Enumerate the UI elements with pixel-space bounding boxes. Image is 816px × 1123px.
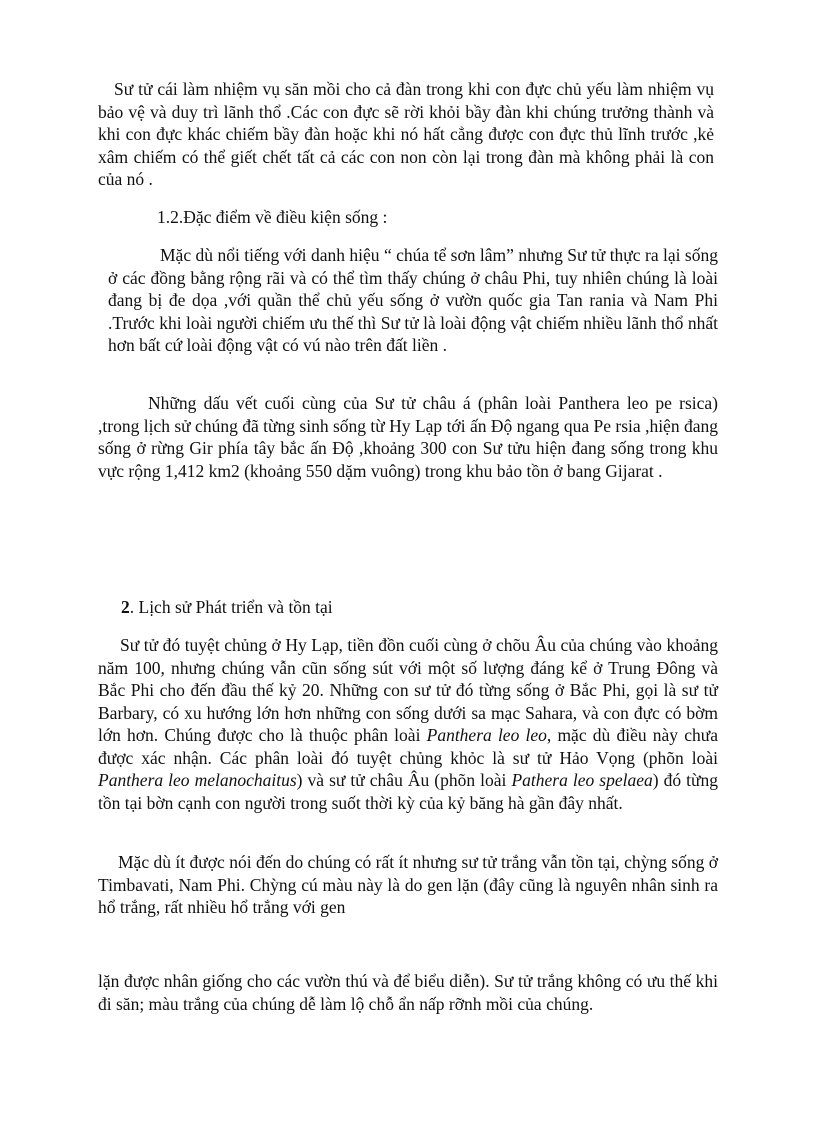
species-name-leo-leo: Panthera leo leo [426,725,547,745]
history-text-3: ) và sư tử châu Âu (phõn loài [296,770,512,790]
species-name-spelaea: Pathera leo spelaea [511,770,653,790]
species-name-melanochaitus: Panthera leo melanochaitus [98,770,297,790]
paragraph-asiatic-lion: Những dấu vết cuối cùng của Sư tử châu á (phân loài Panthera leo pe rsica) ,trong lịch sử chúng đã từng sinh sống từ Hy Lạp tới ấn Độ ngang qua Pe rsia ,hiện đang sống ở rừng Gir phía tây bắc ấn Độ ,khoảng 300 con Sư tửu hiện đang sống trong khu vực rộng 1,412 km2 (khoảng 550 dặm vuông) trong khu bảo tồn ở bang Gijarat . [98,393,718,481]
paragraph-white-lion: Mặc dù ít được nói đến do chúng có rất ít nhưng sư tử trắng vẫn tồn tại, chỳng sống ở Timbavati, Nam Phi. Chỳng cú màu này là do gen lặn (đây cũng là nguyên nhân sinh ra hổ trắng, rất nhiều hổ trắng với gen [98,852,718,917]
paragraph-habitat: Mặc dù nổi tiếng với danh hiệu “ chúa tể sơn lâm” nhưng Sư tử thực ra lại sống ở các đồng bằng rộng rãi và có thể tìm thấy chúng ở châu Phi, tuy nhiên chúng là loài đang bị đe dọa ,với quần thể chủ yếu sống ở vườn quốc gia Tan rania và Nam Phi .Trước khi loài người chiếm ưu thế thì Sư tử là loài động vật chiếm nhiều lãnh thổ nhất hơn bất cứ loài động vật có vú nào trên đất liền . [108,245,718,355]
paragraph-lioness-role: Sư tử cái làm nhiệm vụ săn mồi cho cả đàn trong khi con đực chủ yếu làm nhiệm vụ bảo vệ và duy trì lãnh thổ .Các con đực sẽ rời khỏi bầy đàn khi chúng trưởng thành và khi con đực khác chiếm bầy đàn hoặc khi nó hất cẳng được con đực thủ lĩnh trước ,kẻ xâm chiếm có thể giết chết tất cả các con non còn lại trong đàn mà không phải là con của nó . [98,79,714,189]
paragraph-history [98,634,718,814]
history-text-2: , mặc dù điều này chưa được xác nhận. Các phân loài đó tuyệt chủng khỏc là sư tử Hảo Vọng (phõn loài [98,725,718,768]
section-number: 2 [121,597,130,617]
history-text-1: Sư tử đó tuyệt chủng ở Hy Lạp, tiền đồn cuối cùng ở chõu Âu của chúng vào khoảng năm 100, nhưng chúng vẫn cũn sống sút với một số lượng đáng kể ở Trung Đông và Bắc Phi cho đến đầu thế kỷ 20. Những con sư tử đó từng sống ở Bắc Phi, gọi là sư tử Barbary, có xu hướng lớn hơn những con sống dưới sa mạc Sahara, và con đực có bờm lớn hơn. Chúng được cho là thuộc phân loài [98,635,718,745]
section-heading-text: . Lịch sử Phát triển và tồn tại [129,597,333,617]
paragraph-white-lion-continued: lặn được nhân giống cho các vườn thú và để biểu diễn). Sư tử trắng không có ưu thế khi đi săn; màu trắng của chúng dễ làm lộ chỗ ẩn nấp rỡnh mồi của chúng. [98,971,718,1014]
section-heading-2 [121,596,333,618]
section-heading-1-2: 1.2.Đặc điểm về điều kiện sống : [157,207,388,227]
history-text-4: ) đó từng tồn tại bờn cạnh con người trong suốt thời kỳ của kỷ băng hà gần đây nhất. [98,770,719,813]
